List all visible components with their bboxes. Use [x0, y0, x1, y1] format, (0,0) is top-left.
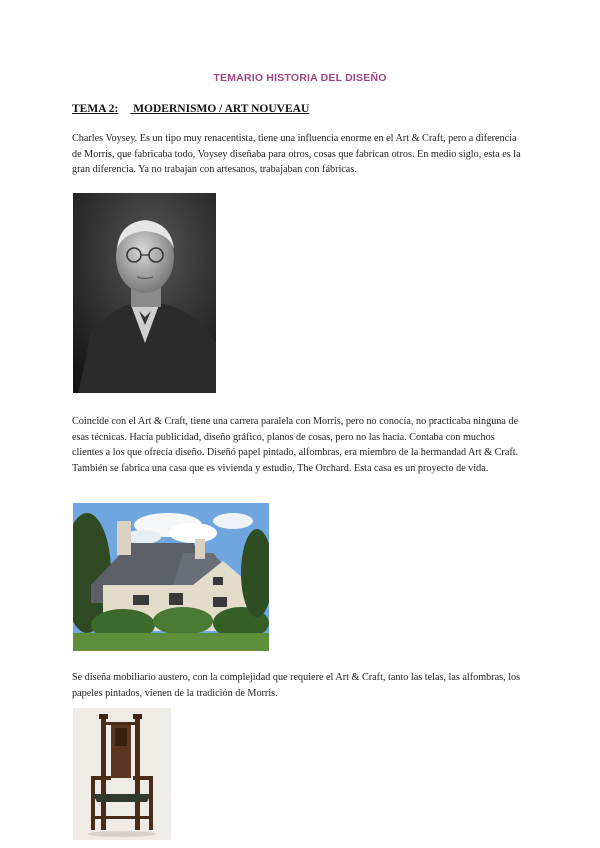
- document-header: TEMARIO HISTORIA DEL DISEÑO: [213, 72, 387, 84]
- section-title-text: MODERNISMO / ART NOUVEAU: [133, 103, 310, 115]
- paragraph-voysey-intro: Charles Voysey. Es un tipo muy renacentista, tiene una influencia enorme en el Art & Craft, pero a diferencia de Morris, que fabricaba todo, Voysey diseñaba para otros, cosas que fabrican otros. En medio siglo, esta es la gran diferencia. Ya no trabajan con artesanos, trabajaban con fábricas.: [72, 133, 521, 175]
- voysey-chair-photo: [73, 708, 171, 840]
- the-orchard-house-photo: [73, 503, 269, 651]
- voysey-portrait-photo: [73, 193, 216, 393]
- paragraph-furniture: Se diseña mobiliario austero, con la complejidad que requiere el Art & Craft, tanto las telas, las alfombras, los papeles pintados, vienen de la tradición de Morris.: [72, 672, 521, 699]
- paragraph-voysey-career: Coincide con el Art & Craft, tiene una carrera paralela con Morris, pero no conocía, no practicaba ninguna de esas técnicas. Hacía publicidad, diseño gráfico, planos de cosas, pero no las hacía. Contaba con muchos clientes a los que ofrecía diseño. Diseñó papel pintado, alfombras, era miembro de la hermandad Art & Craft. También se fabrica una casa que es vivienda y estudio, The Orchard. Esta casa es un proyecto de vida.: [72, 416, 519, 474]
- section-number: TEMA 2:: [72, 103, 119, 115]
- section-title: [72, 103, 309, 115]
